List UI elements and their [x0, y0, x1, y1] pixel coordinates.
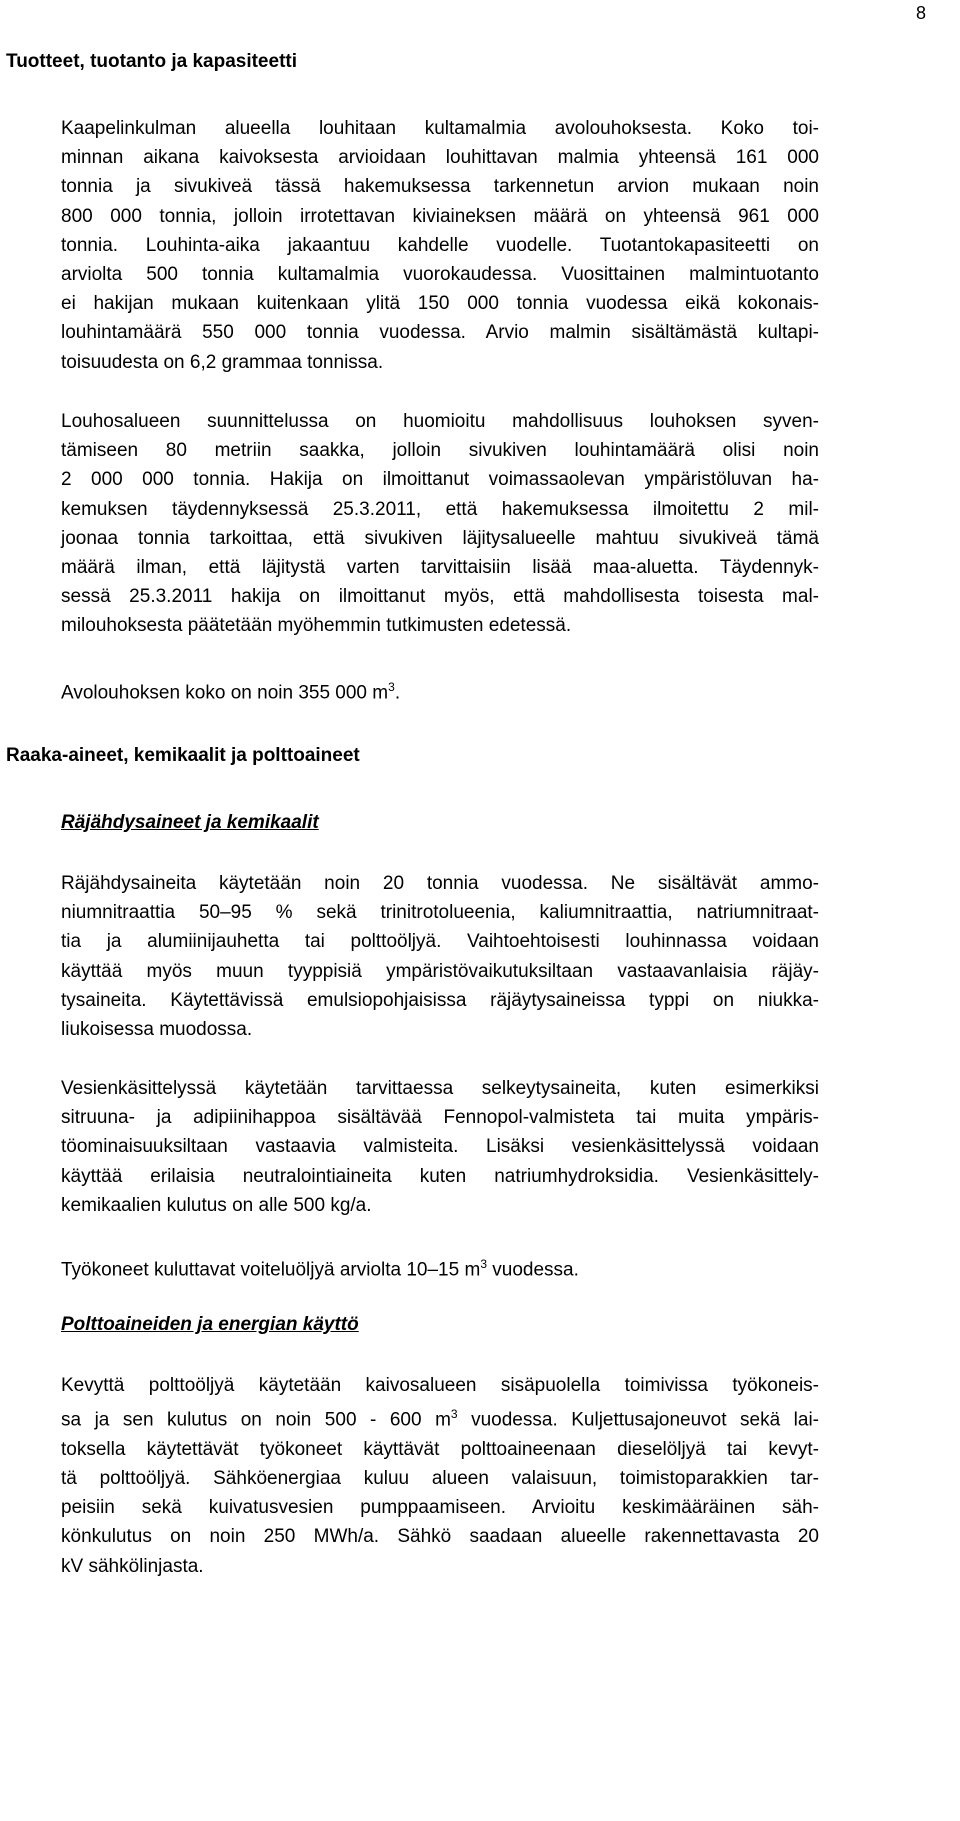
text-line: tonnia ja sivukiveä tässä hakemuksessa tarkennetun arvion mukaan noin: [61, 176, 819, 198]
text-line: 800 000 tonnia, jolloin irrotettavan kiviaineksen määrä on yhteensä 961 000: [61, 205, 819, 227]
superscript: 3: [480, 1257, 487, 1271]
text-line: tia ja alumiinijauhetta tai polttoöljyä. Vaihtoehtoisesti louhinnassa voidaan: [61, 931, 819, 953]
page-number: 8: [915, 3, 926, 23]
text-line: niumnitraattia 50–95 % sekä trinitrotolueenia, kaliumnitraattia, natriumnitraat-: [61, 902, 819, 924]
paragraph-tuotteet-2: [61, 407, 819, 641]
text-line: tysaineita. Käytettävissä emulsiopohjaisissa räjäytysaineissa typpi on niukka-: [61, 989, 819, 1011]
superscript: 3: [388, 680, 395, 694]
text-line: tonnia. Louhinta-aika jakaantuu kahdelle vuodelle. Tuotantokapasiteetti on: [61, 234, 819, 256]
text-line: könkulutus on noin 250 MWh/a. Sähkö saadaan alueelle rakennettavasta 20: [61, 1526, 819, 1548]
text-line: kemuksen täydennyksessä 25.3.2011, että hakemuksessa ilmoitettu 2 mil-: [61, 498, 819, 520]
text-segment: Avolouhoksen koko on noin 355 000 m: [61, 682, 389, 704]
text-line: arviolta 500 tonnia kultamalmia vuorokaudessa. Vuosittainen malmintuotanto: [61, 264, 819, 286]
text-line: louhintamäärä 550 000 tonnia vuodessa. Arvio malmin sisältämästä kultapi-: [61, 322, 819, 344]
text-line: toksella käytettävät työkoneet käyttävät polttoaineenaan dieselöljyä tai kevyt-: [61, 1438, 819, 1460]
paragraph-voiteluoljy: [61, 1250, 819, 1285]
text-line: joonaa tonnia tarkoittaa, että sivukiven läjitysalueelle mahtuu sivukiveä tämä: [61, 527, 819, 549]
text-line: toisuudesta on 6,2 grammaa tonnissa.: [61, 351, 384, 373]
text-line: töominaisuuksiltaan vastaavia valmisteita. Lisäksi vesienkäsittelyssä voidaan: [61, 1136, 819, 1158]
text-line: liukoisessa muodossa.: [61, 1019, 253, 1041]
paragraph-polttoaineet: [61, 1371, 819, 1581]
subheading-polttoaineet: Polttoaineiden ja energian käyttö: [61, 1314, 359, 1335]
text-line: käyttää erilaisia neutralointiaineita kuten natriumhydroksidia. Vesienkäsittely-: [61, 1165, 819, 1187]
text-line: 2 000 000 tonnia. Hakija on ilmoittanut voimassaolevan ympäristöluvan ha-: [61, 469, 819, 491]
paragraph-vesienkasittely: [61, 1074, 819, 1220]
text-line: Räjähdysaineita käytetään noin 20 tonnia vuodessa. Ne sisältävät ammo-: [61, 873, 819, 894]
text-segment: Työkoneet kuluttavat voiteluöljyä arviolta 10–15 m: [61, 1259, 481, 1281]
text-line: peisiin sekä kuivatusvesien pumppaamiseen. Arvioitu keskimääräinen säh-: [61, 1497, 819, 1519]
section-heading-tuotteet: Tuotteet, tuotanto ja kapasiteetti: [6, 51, 298, 72]
superscript: 3: [450, 1407, 458, 1422]
text-line: kV sähkölinjasta.: [61, 1555, 204, 1577]
text-line: minnan aikana kaivoksesta arvioidaan louhittavan malmia yhteensä 161 000: [61, 147, 819, 169]
paragraph-louhos-size: [61, 673, 819, 708]
section-heading-raaka-aineet: Raaka-aineet, kemikaalit ja polttoaineet: [6, 745, 360, 766]
text-line: tämiseen 80 metriin saakka, jolloin sivukiven louhintamäärä olisi noin: [61, 440, 819, 462]
text-line: [61, 1400, 819, 1435]
text-line: Louhosalueen suunnittelussa on huomioitu mahdollisuus louhoksen syven-: [61, 411, 819, 432]
subheading-rajahdysaineet: Räjähdysaineet ja kemikaalit: [61, 812, 319, 833]
paragraph-tuotteet-1: [61, 114, 819, 377]
text-line: Kevyttä polttoöljyä käytetään kaivosalueen sisäpuolella toimivissa työkoneis-: [61, 1375, 819, 1396]
text-line: kemikaalien kulutus on alle 500 kg/a.: [61, 1194, 372, 1216]
text-line: Kaapelinkulman alueella louhitaan kultamalmia avolouhoksesta. Koko toi-: [61, 118, 819, 139]
text-line: sessä 25.3.2011 hakija on ilmoittanut myös, että mahdollisesta toisesta mal-: [61, 586, 819, 608]
text-segment: sa ja sen kulutus on noin 500 - 600 m: [61, 1409, 451, 1431]
text-segment: vuodessa.: [487, 1259, 579, 1281]
text-line: määrä ilman, että läjitystä varten tarvittaisiin lisää maa-aluetta. Täydennyk-: [61, 557, 819, 579]
text-line: ei hakijan mukaan kuitenkaan ylitä 150 000 tonnia vuodessa eikä kokonais-: [61, 293, 819, 315]
text-segment: .: [394, 682, 401, 704]
paragraph-rajahdysaineet: [61, 869, 819, 1044]
text-line: käyttää myös muun tyyppisiä ympäristövaikutuksiltaan vastaavanlaisia räjäy-: [61, 960, 819, 982]
text-line: tä polttoöljyä. Sähköenergiaa kuluu alueen valaisuun, toimistoparakkien tar-: [61, 1467, 819, 1489]
text-segment: vuodessa. Kuljettusajoneuvot sekä lai-: [457, 1409, 819, 1431]
text-line: milouhoksesta päätetään myöhemmin tutkimusten edetessä.: [61, 615, 572, 637]
text-line: sitruuna- ja adipiinihappoa sisältävää Fennopol-valmisteta tai muita ympäris-: [61, 1107, 819, 1129]
text-line: Vesienkäsittelyssä käytetään tarvittaessa selkeytysaineita, kuten esimerkiksi: [61, 1078, 819, 1099]
